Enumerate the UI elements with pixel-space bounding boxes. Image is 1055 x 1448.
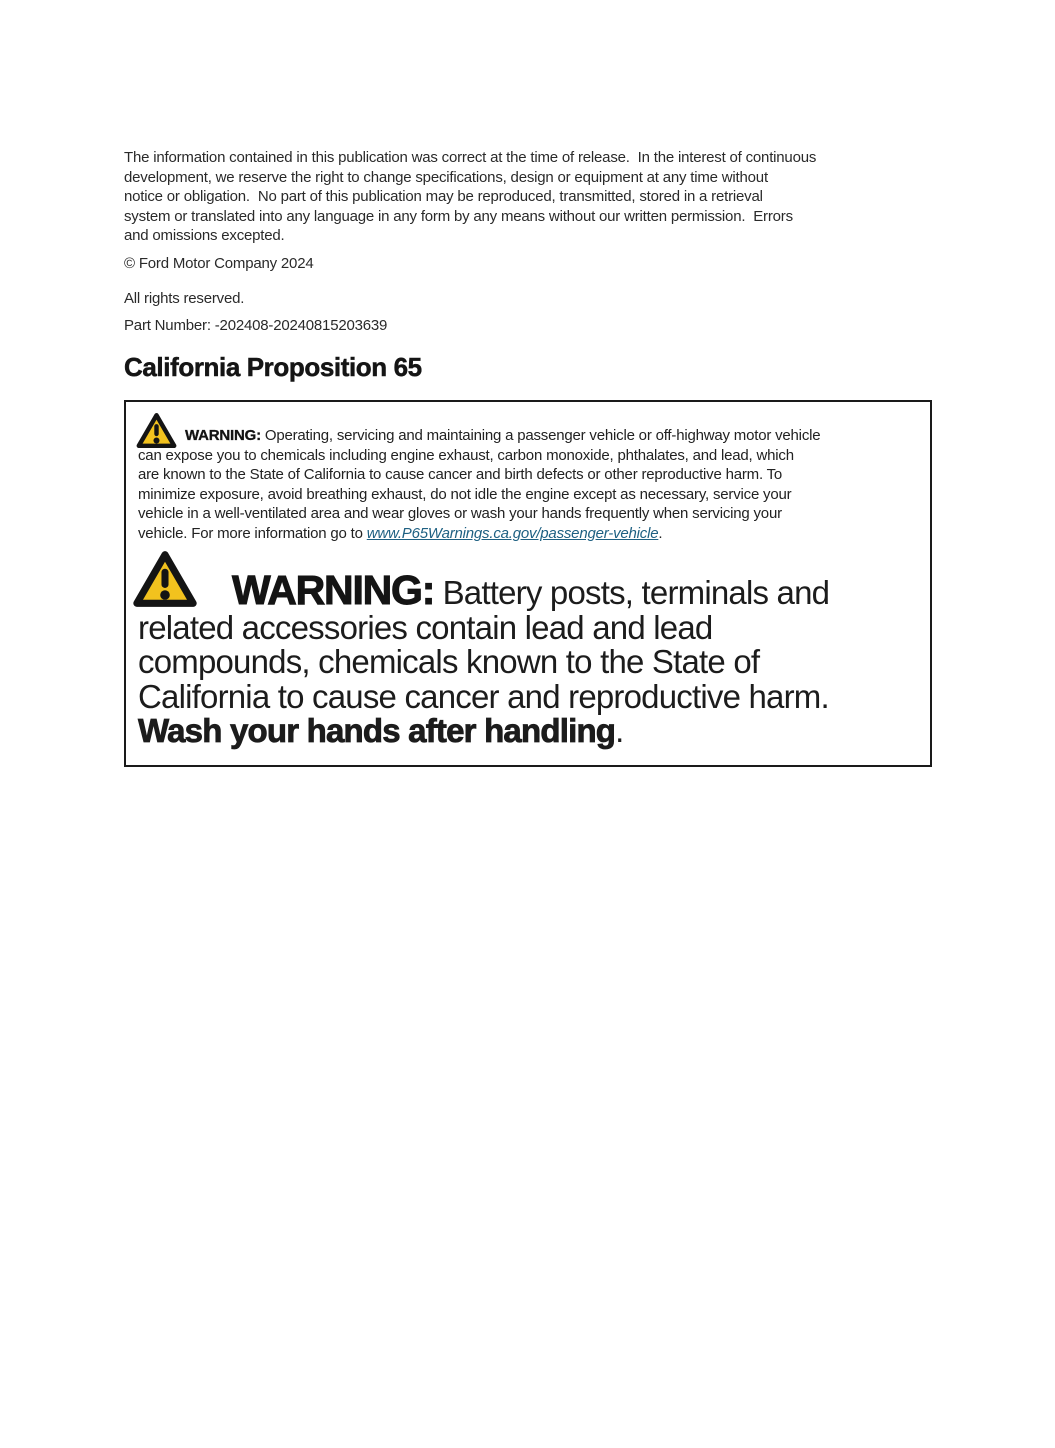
disclaimer-line: The information contained in this publication was correct at the time of release. In the interest of continuous — [124, 149, 817, 166]
wash-hands-emphasis: Wash your hands after handling — [138, 712, 616, 749]
link-trailing-period: . — [658, 524, 663, 542]
warning-line: compounds, chemicals known to the State of — [138, 643, 760, 680]
disclaimer-line: system or translated into any language in any form by any means without our written permission. Errors — [124, 207, 793, 225]
warning-line: can expose you to chemicals including engine exhaust, carbon monoxide, phthalates, and lead, which — [138, 446, 794, 464]
section-heading: California Proposition 65 — [124, 352, 422, 382]
battery-warning-text — [138, 567, 920, 749]
emphasis-trailing-period: . — [615, 712, 624, 749]
rights-reserved-line: All rights reserved. — [124, 290, 245, 307]
warning-box — [124, 400, 932, 767]
warning-label: WARNING: — [232, 567, 435, 613]
battery-warning — [138, 567, 920, 749]
warning-line: vehicle. For more information go to — [138, 524, 363, 542]
warning-label: WARNING: — [185, 427, 261, 444]
disclaimer-paragraph — [124, 148, 932, 246]
warning-line: vehicle in a well-ventilated area and wear gloves or wash your hands frequently when servicing your — [138, 505, 782, 522]
copyright-line: © Ford Motor Company 2024 — [124, 254, 314, 272]
disclaimer-line: notice or obligation. No part of this publication may be reproduced, transmitted, stored in a retrieval — [124, 188, 763, 205]
disclaimer-line: and omissions excepted. — [124, 227, 285, 244]
disclaimer-line: development, we reserve the right to change specifications, design or equipment at any time without — [124, 168, 768, 186]
warning-line: related accessories contain lead and lead — [138, 608, 713, 646]
part-number-line: Part Number: -202408-20240815203639 — [124, 316, 388, 334]
prop65-warning-text — [138, 426, 920, 543]
warning-triangle-icon — [133, 548, 197, 610]
prop65-warning — [138, 426, 920, 543]
warning-triangle-icon — [136, 412, 177, 449]
warning-line: minimize exposure, avoid breathing exhaust, do not idle the engine except as necessary, service your — [138, 485, 792, 503]
warning-line: Operating, servicing and maintaining a passenger vehicle or off-highway motor vehicle — [264, 427, 821, 444]
warning-line: Battery posts, terminals and — [442, 574, 830, 611]
p65-warnings-link[interactable]: www.P65Warnings.ca.gov/passenger-vehicle — [366, 524, 659, 542]
warning-line: California to cause cancer and reproductive harm. — [138, 677, 829, 715]
warning-line: are known to the State of California to cause cancer and birth defects or other reproductive harm. To — [138, 466, 783, 483]
